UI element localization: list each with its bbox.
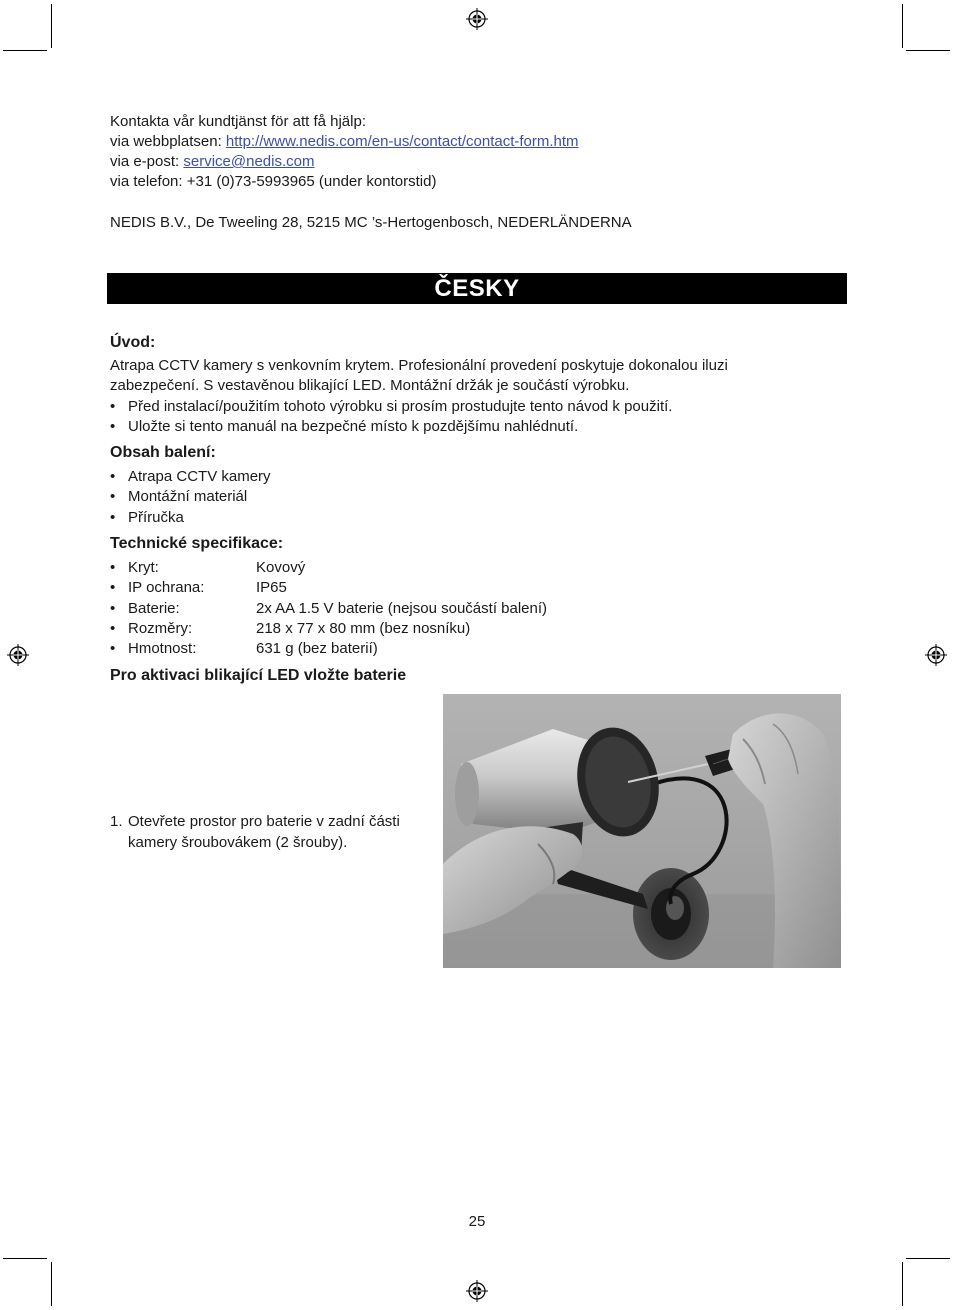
contact-web-prefix: via webbplatsen: <box>110 133 226 150</box>
crop-mark <box>906 1258 950 1259</box>
intro-line: Atrapa CCTV kamery s venkovním krytem. Profesionální provedení poskytuje dokonalou iluzi <box>110 357 728 374</box>
crop-mark <box>3 1258 47 1259</box>
spec-row <box>110 558 547 578</box>
spec-value: 2x AA 1.5 V baterie (nejsou součástí balení) <box>256 599 548 617</box>
step-text-line: kamery šroubovákem (2 šrouby). <box>128 834 348 851</box>
contact-block <box>110 112 579 192</box>
contact-web-link[interactable]: http://www.nedis.com/en-us/contact/contact-form.htm <box>225 133 579 150</box>
contact-intro: Kontakta vår kundtjänst för att få hjälp: <box>110 113 366 130</box>
spec-key: IP ochrana: <box>128 579 205 597</box>
crop-mark <box>906 50 950 51</box>
crop-mark <box>51 1262 52 1306</box>
spec-row <box>110 639 547 659</box>
spec-key: Hmotnost: <box>128 640 197 658</box>
camera-illustration <box>443 694 841 968</box>
contact-phone: via telefon: +31 (0)73-5993965 (under kontorstid) <box>110 173 437 190</box>
intro-line: zabezpečení. S vestavěnou blikající LED. Montážní držák je součástí výrobku. <box>110 377 630 394</box>
list-item: • Montážní materiál <box>110 487 271 507</box>
registration-mark-icon <box>925 644 947 666</box>
battery-heading: Pro aktivaci blikající LED vložte baterie <box>110 667 407 684</box>
registration-mark-icon <box>7 644 29 666</box>
spec-value: 218 x 77 x 80 mm (bez nosníku) <box>256 619 471 637</box>
contact-email-line <box>110 152 579 172</box>
specs-heading: Technické specifikace: <box>110 535 284 552</box>
spec-value: 631 g (bez baterií) <box>256 640 378 658</box>
intro-heading: Úvod: <box>110 334 156 351</box>
spec-row <box>110 599 547 619</box>
spec-key: Kryt: <box>128 559 159 576</box>
contact-web-line <box>110 132 579 152</box>
spec-value: IP65 <box>256 579 287 597</box>
list-item: • Před instalací/použitím tohoto výrobku si prosím prostudujte tento návod k použití. <box>110 397 672 417</box>
spec-key: Baterie: <box>128 599 180 617</box>
crop-mark <box>3 50 47 51</box>
crop-mark <box>51 4 52 48</box>
list-item: • Atrapa CCTV kamery <box>110 467 271 487</box>
registration-mark-icon <box>466 1280 488 1302</box>
package-heading: Obsah balení: <box>110 444 216 461</box>
contact-email-prefix: via e-post: <box>110 153 184 170</box>
spec-value: Kovový <box>256 559 306 576</box>
crop-mark <box>902 1262 903 1306</box>
spec-row <box>110 578 547 598</box>
camera-photo <box>443 694 841 968</box>
crop-mark <box>902 4 903 48</box>
page-number: 25 <box>468 1213 486 1230</box>
specs-list <box>110 558 547 659</box>
spec-key: Rozměry: <box>128 619 193 637</box>
registration-mark-icon <box>466 8 488 30</box>
intro-bullets <box>110 397 672 438</box>
spec-row <box>110 619 547 639</box>
list-item: • Příručka <box>110 508 271 528</box>
company-address: NEDIS B.V., De Tweeling 28, 5215 MC ’s-Hertogenbosch, NEDERLÄNDERNA <box>110 214 632 231</box>
contact-email-link[interactable]: service@nedis.com <box>183 153 315 170</box>
list-item: • Uložte si tento manuál na bezpečné místo k pozdějšímu nahlédnutí. <box>110 417 672 437</box>
step-number: 1. <box>110 813 123 830</box>
package-list <box>110 467 271 528</box>
intro-paragraph <box>110 356 810 396</box>
step-text-line: Otevřete prostor pro baterie v zadní části <box>128 813 400 830</box>
section-title-banner: ČESKY <box>107 273 847 304</box>
instruction-step <box>110 811 430 853</box>
